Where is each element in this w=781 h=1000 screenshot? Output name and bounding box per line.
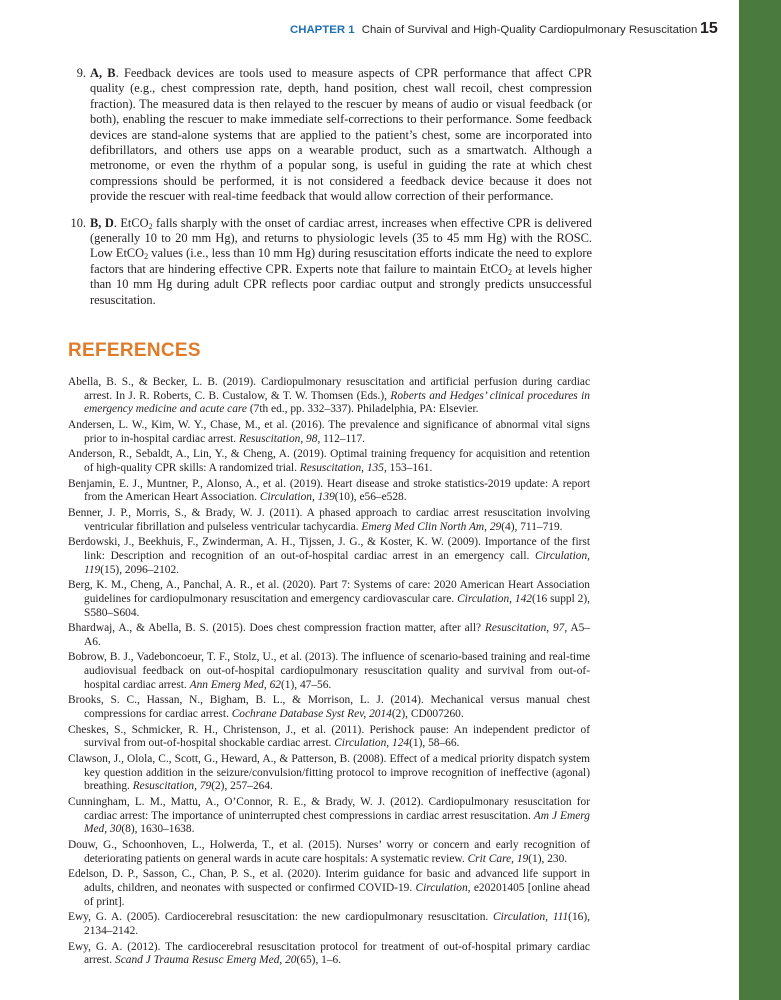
reference-entry [68, 941, 590, 968]
reference-source: Circulation [415, 881, 468, 894]
reference-text: Douw, G., Schoonhoven, L., Holwerda, T., et al. (2015). Nurses’ worry or concern and early recognition of deteriorating patients on general wards in acute care hospitals: A systematic review. [68, 839, 590, 865]
page-edge-color-bar [739, 0, 781, 1000]
reference-text: (2), 257–264. [211, 780, 273, 793]
reference-text: (15), 2096–2102. [100, 563, 180, 576]
reference-text: Ewy, G. A. (2005). Cardiocerebral resuscitation: the new cardiopulmonary resuscitation. [68, 911, 494, 924]
reference-source: Circulation, 139 [259, 491, 335, 504]
reference-source: Am J Emerg Med, 30 [84, 809, 590, 836]
reference-entry [68, 478, 590, 505]
reference-text: (7th ed., pp. 332–337). Philadelphia, PA: Elsevier. [246, 403, 479, 416]
reference-source: Circulation, 119 [84, 549, 590, 576]
reference-entry [68, 868, 590, 909]
reference-entry [68, 839, 590, 866]
reference-text: (16), 2134–2142. [84, 911, 590, 937]
reference-text: (16 suppl 2), S580–S604. [84, 592, 590, 619]
reference-source: Cochrane Database Syst Rev, 2014 [231, 708, 392, 721]
answer-text-part: values (i.e., less than 10 mm Hg) during resuscitation efforts indicate the need to explore factors that are hindering effective CPR. Experts note that failure to maintain [90, 246, 592, 276]
answer-list [66, 66, 592, 319]
answer-number: 10. [70, 215, 86, 230]
reference-source: Resuscitation, 97 [484, 622, 565, 635]
chapter-label: CHAPTER 1 [290, 24, 355, 36]
reference-text: (8), 1630–1638. [121, 823, 195, 836]
reference-text: , A5–A6. [84, 622, 591, 648]
reference-text: Berdowski, J., Beekhuis, F., Zwinderman, A. H., Tijssen, J. G., & Koster, K. W. (2009). Importance of the first link: Description and recognition of an out-of-hospital cardiac arrest in an emergency call. [68, 536, 590, 562]
reference-text: Berg, K. M., Cheng, A., Panchal, A. R., et al. (2020). Part 7: Systems of care: 2020 American Heart Association guidelines for cardiopulmonary resuscitation and emergency cardiovascular care. [68, 579, 590, 605]
reference-entry [68, 507, 590, 534]
reference-entry [68, 911, 590, 938]
reference-text: Abella, B. S., & Becker, L. B. (2019). Cardiopulmonary resuscitation and artificial perfusion during cardiac arrest. In J. R. Roberts, C. B. Custalow, & T. W. Thomsen (Eds.), [68, 376, 590, 402]
reference-source: Scand J Trauma Resusc Emerg Med, 20 [115, 954, 297, 967]
reference-entry [68, 724, 590, 751]
reference-source: Circulation, 111 [493, 911, 569, 924]
reference-entry [68, 376, 590, 417]
reference-source: Resuscitation, 98 [238, 432, 318, 445]
etco2-term: EtCO [479, 261, 508, 276]
reference-text: Edelson, D. P., Sasson, C., Chan, P. S., et al. (2020). Interim guidance for basic and advanced life support in adults, children, and neonates with suspected or confirmed COVID-19. [68, 868, 590, 894]
chapter-title: Chain of Survival and High-Quality Cardiopulmonary Resuscitation [361, 24, 698, 36]
reference-text: , 112–117. [317, 432, 366, 445]
reference-source: Circulation, 124 [334, 737, 410, 750]
etco2-subscript: 2 [507, 267, 512, 277]
reference-text: Clawson, J., Olola, C., Scott, G., Heward, A., & Patterson, B. (2008). Effect of a medical priority dispatch system key question addition in the seizure/convulsion/fitting protocol to improve recognition of ineffective (agonal) breathing. [68, 753, 590, 793]
answer-item-9 [66, 66, 592, 205]
reference-entry [68, 651, 590, 692]
etco2-term: EtCO [120, 215, 149, 230]
reference-text: Cheskes, S., Schmicker, R. H., Christenson, J., et al. (2011). Perishock pause: An independent predictor of survival from out-of-hospital shockable cardiac arrest. [68, 723, 590, 750]
answer-number: 9. [76, 66, 86, 80]
reference-entry [68, 448, 590, 475]
reference-text: (2), CD007260. [391, 708, 464, 721]
reference-text: Bhardwaj, A., & Abella, B. S. (2015). Does chest compression fraction matter, after all? [68, 622, 485, 635]
reference-text: Ewy, G. A. (2012). The cardiocerebral resuscitation protocol for treatment of out-of-hospital primary cardiac arrest. [68, 940, 590, 967]
running-head [290, 24, 698, 36]
reference-list [68, 376, 590, 970]
answer-item-10 [66, 216, 592, 308]
reference-text: Benner, J. P., Morris, S., & Brady, W. J. (2011). A phased approach to cardiac arrest resuscitation involving ventricular fibrillation and pulseless ventricular tachycardia. [68, 506, 590, 533]
reference-source: Resuscitation, 79 [132, 780, 212, 793]
reference-text: (1), 58–66. [409, 737, 460, 750]
reference-text: , 153–161. [383, 461, 433, 474]
answer-text-part: . [113, 215, 121, 230]
reference-text: Anderson, R., Sebaldt, A., Lin, Y., & Cheng, A. (2019). Optimal training frequency for acquisition and retention of high-quality CPR skills: A randomized trial. [68, 448, 590, 474]
reference-entry [68, 753, 590, 794]
etco2-subscript: 2 [148, 221, 153, 231]
reference-text: Brooks, S. C., Hassan, N., Bigham, B. L., & Morrison, L. J. (2014). Mechanical versus manual chest compressions for cardiac arrest. [68, 694, 590, 721]
reference-entry [68, 579, 590, 620]
reference-entry [68, 694, 590, 721]
reference-source: Resuscitation, 135 [299, 461, 384, 474]
reference-source: Roberts and Hedges’ clinical procedures in emergency medicine and acute care [84, 389, 591, 416]
reference-text: , e20201405 [online ahead of print]. [84, 881, 590, 908]
reference-entry [68, 536, 590, 577]
reference-text: (65), 1–6. [296, 954, 342, 967]
reference-entry [68, 622, 590, 649]
answer-explanation: . Feedback devices are tools used to measure aspects of CPR performance that affect CPR quality (e.g., chest compression rate, depth, hand position, chest wall recoil, chest compression fraction). The measured data is then relayed to the rescuer by means of audio or visual feedback (or both), enabling the rescuer to make immediate self-corrections to their performance. Some feedback devices are stand-alone systems that are applied to the patient’s chest, some are incorporated into defibrillators, and others use apps on a wearable product, such as a smartwatch. Although a metronome, or even the rhythm of a popular song, is useful in guiding the rate at which chest compressions should be performed, it is not considered a feedback device because it does not provide the rescuer with real-time feedback that would allow correction of their performance. [90, 66, 592, 204]
etco2-term: EtCO [115, 246, 145, 261]
reference-entry [68, 419, 590, 446]
references-heading: REFERENCES [68, 340, 201, 361]
reference-source: Emerg Med Clin North Am, 29 [361, 520, 502, 533]
page-number: 15 [700, 20, 718, 37]
reference-source: Ann Emerg Med, 62 [189, 678, 281, 691]
reference-text: (1), 230. [528, 852, 568, 865]
reference-text: Bobrow, B. J., Vadeboncoeur, T. F., Stolz, U., et al. (2013). The influence of scenario-based training and real-time audiovisual feedback on out-of-hospital cardiopulmonary resuscitation quality and survival from out-of-hospital cardiac arrest. [68, 651, 590, 691]
reference-text: Cunningham, L. M., Mattu, A., O’Connor, R. E., & Brady, W. J. (2012). Cardiopulmonary resuscitation for cardiac arrest: The importance of uninterrupted chest compressions in cardiac arrest resuscitation. [68, 796, 590, 822]
reference-text: (1), 47–56. [280, 678, 332, 691]
answer-text-part: falls sharply with the onset of cardiac arrest, increases when effective CPR is delivered (generally 10 to 20 mm Hg), and returns to physiologic levels (35 to 45 mm Hg) with the ROSC. Low [90, 215, 592, 261]
answer-key: B, D [90, 215, 114, 230]
reference-source: Crit Care, 19 [467, 852, 529, 865]
reference-text: (4), 711–719. [501, 520, 563, 533]
answer-text-part: at levels higher than 10 mm Hg during adult CPR reflects poor cardiac output and strongly predicts unsuccessful resuscitation. [90, 261, 592, 307]
reference-text: Benjamin, E. J., Muntner, P., Alonso, A., et al. (2019). Heart disease and stroke statistics-2019 update: A report from the American Heart Association. [68, 477, 590, 504]
reference-text: Andersen, L. W., Kim, W. Y., Chase, M., et al. (2016). The prevalence and significance of abnormal vital signs prior to in-hospital cardiac arrest. [68, 418, 590, 445]
etco2-subscript: 2 [144, 252, 149, 262]
reference-source: Circulation, 142 [457, 592, 532, 605]
answer-key: A, B [90, 66, 116, 80]
reference-text: (10), e56–e528. [334, 491, 407, 504]
reference-entry [68, 796, 590, 837]
